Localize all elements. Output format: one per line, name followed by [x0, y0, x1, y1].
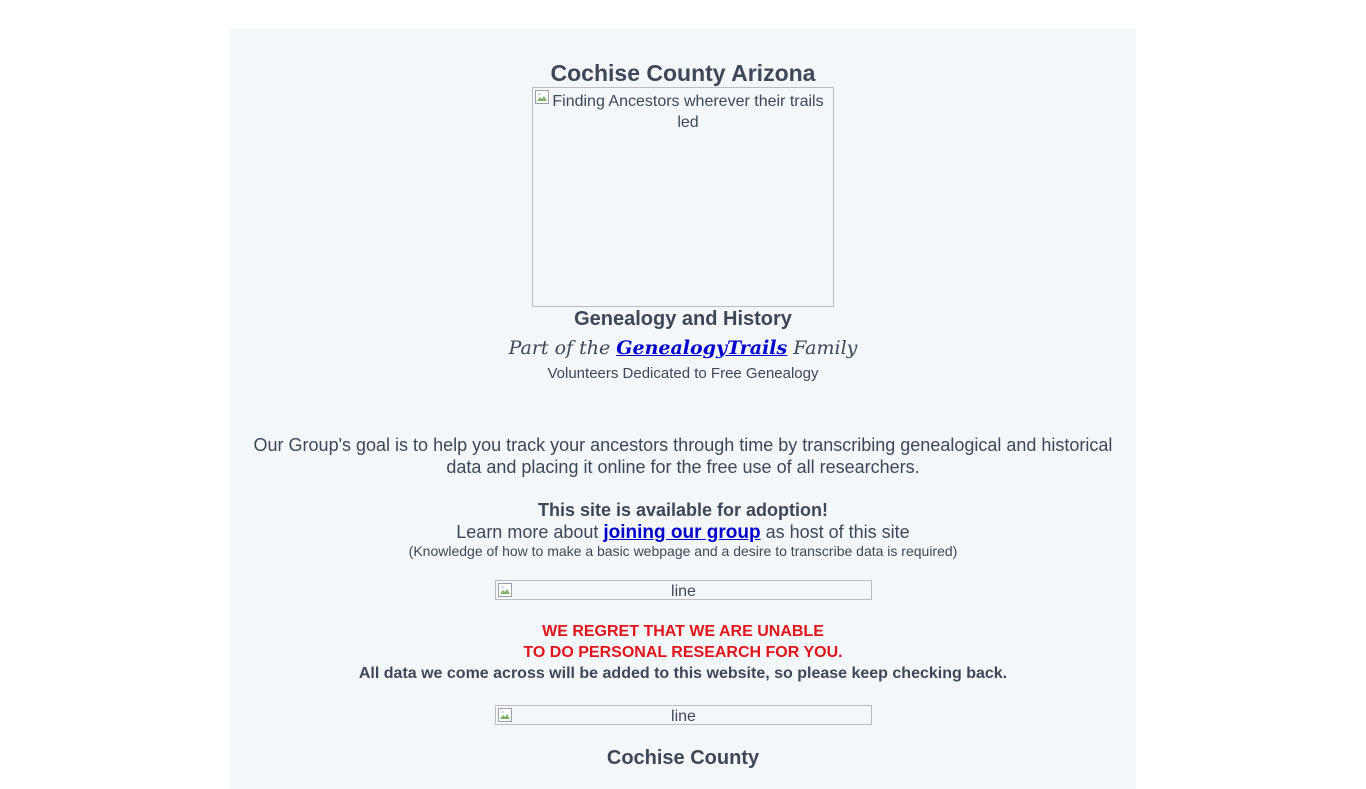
learn-more-text — [230, 521, 1136, 544]
divider-alt: line — [671, 708, 696, 725]
divider-image — [495, 705, 872, 725]
adoption-requirements: (Knowledge of how to make a basic webpage and a desire to transcribe data is required) — [408, 543, 958, 559]
learn-prefix: Learn more about — [456, 522, 604, 542]
broken-image-icon — [535, 90, 549, 104]
site-title: Cochise County Arizona — [550, 60, 816, 86]
hero-image-alt: Finding Ancestors wherever their trails led — [552, 93, 824, 131]
notice-line-2: TO DO PERSONAL RESEARCH FOR YOU. — [523, 644, 843, 661]
volunteers-tagline: Volunteers Dedicated to Free Genealogy — [547, 365, 819, 382]
joining-our-group-link[interactable]: joining our group — [603, 522, 761, 543]
notice-line-3: All data we come across will be added to this website, so please keep checking back. — [358, 665, 1008, 682]
page-subtitle: Genealogy and History — [574, 308, 792, 330]
learn-suffix: as host of this site — [760, 522, 910, 542]
research-notice — [230, 621, 1136, 663]
hero-image — [532, 87, 834, 307]
divider-alt: line — [671, 583, 696, 600]
page-container — [230, 29, 1136, 789]
family-suffix: Family — [787, 337, 858, 359]
genealogytrails-link[interactable]: GenealogyTrails — [616, 337, 788, 359]
adoption-headline: This site is available for adoption! — [537, 500, 829, 520]
divider-image — [495, 580, 872, 600]
notice-line-1: WE REGRET THAT WE ARE UNABLE — [542, 623, 824, 640]
group-goal-text: Our Group's goal is to help you track your ancestors through time by transcribing genealogical and historical data and placing it online for the free use of all researchers. — [253, 435, 1113, 477]
family-prefix: Part of the — [508, 337, 617, 359]
section-title: Cochise County — [606, 747, 760, 769]
family-tagline — [230, 336, 1136, 360]
